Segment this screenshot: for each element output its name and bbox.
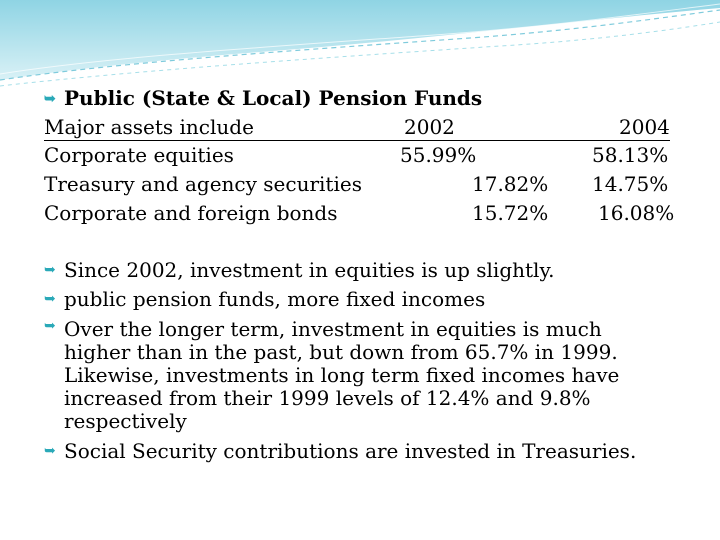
list-item-text: Since 2002, investment in equities is up slightly. (64, 258, 555, 282)
bullet-list (44, 256, 674, 466)
list-item (44, 256, 674, 285)
list-item-text: public pension funds, more fixed incomes (64, 287, 486, 311)
table-row-label: Corporate equities (44, 143, 234, 167)
table-row-label: Treasury and agency securities (44, 172, 362, 196)
list-item (44, 318, 674, 433)
slide-title-text: Public (State & Local) Pension Funds (64, 86, 483, 110)
list-item (44, 437, 674, 466)
table-header-label: Major assets include (44, 115, 254, 139)
slide-title (44, 86, 482, 110)
curved-arrow-bullet-icon: ➥ (44, 318, 56, 334)
table-row-2004-value: 16.08% (598, 201, 675, 225)
list-item (44, 285, 674, 314)
table-row-2004-value: 14.75% (592, 172, 669, 196)
table-row-2002-value: 17.82% (472, 172, 549, 196)
curved-arrow-bullet-icon: ➥ (44, 262, 56, 278)
list-item-text: Social Security contributions are invested in Treasuries. (64, 439, 637, 463)
table-header-2002: 2002 (404, 115, 455, 139)
table-row-2002-value: 55.99% (400, 143, 477, 167)
curved-arrow-bullet-icon: ➥ (44, 443, 56, 459)
curved-arrow-bullet-icon: ➥ (44, 291, 56, 307)
table-row-2004-value: 58.13% (592, 143, 669, 167)
curved-arrow-bullet-icon: ➥ (44, 91, 56, 107)
list-item-text: Over the longer term, investment in equities is much higher than in the past, but down from 65.7% in 1999. Likewise, investments in long term fixed incomes have increased from their 1999 levels of 12.4% and 9.8% respectively (64, 317, 620, 433)
table-row-label: Corporate and foreign bonds (44, 201, 338, 225)
table-header-2004: 2004 (619, 115, 670, 139)
table-row-2002-value: 15.72% (472, 201, 549, 225)
